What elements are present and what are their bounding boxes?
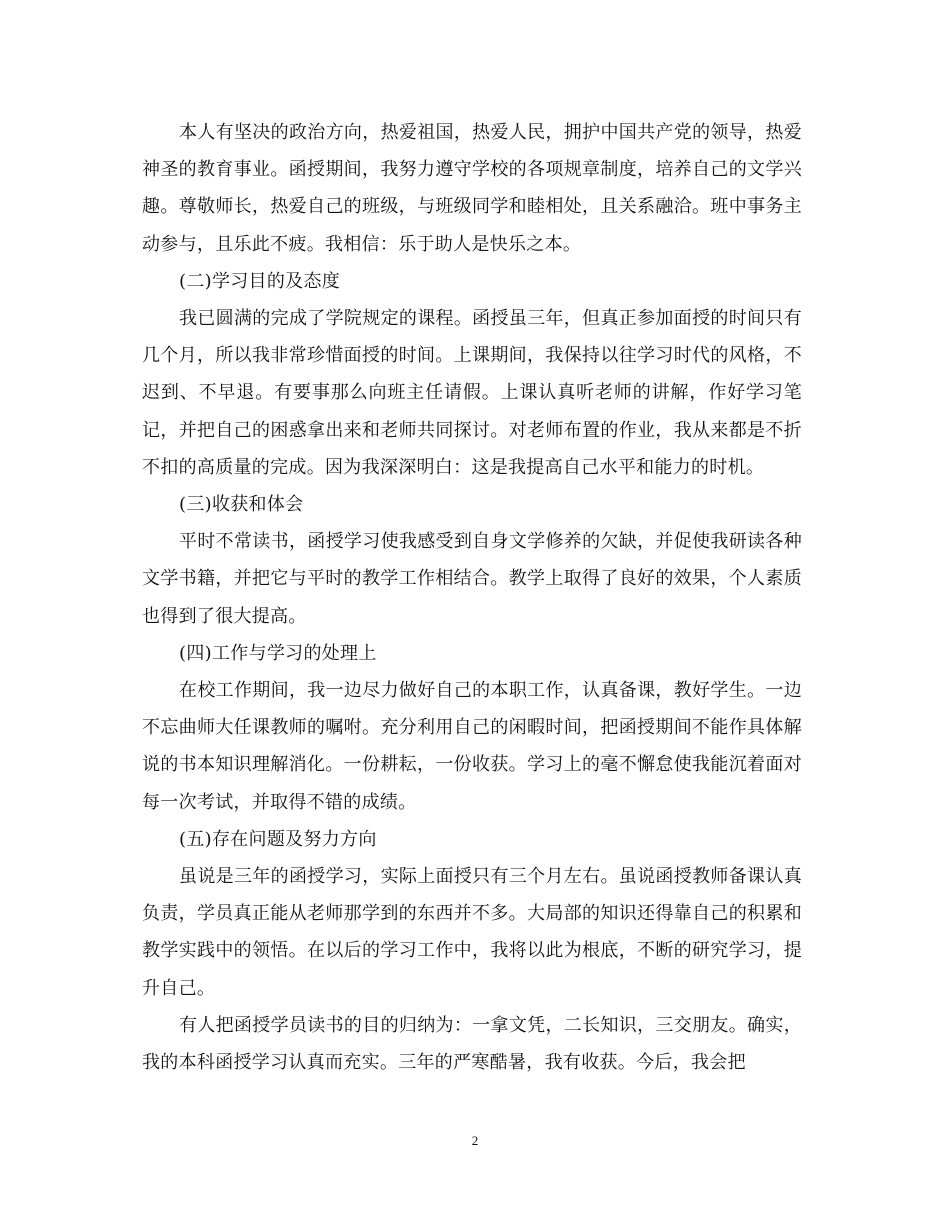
paragraph-conclusion: 有人把函授学员读书的目的归纳为：一拿文凭，二长知识，三交朋友。确实，我的本科函授学习认真而充实。三年的严寒酷暑，我有收获。今后，我会把 — [142, 1014, 802, 1074]
document-body — [142, 114, 802, 1081]
paragraph-study-attitude: 我已圆满的完成了学院规定的课程。函授虽三年，但真正参加面授的时间只有几个月，所以我非常珍惜面授的时间。上课期间，我保持以往学习时代的风格，不迟到、不早退。有要事那么向班主任请假。上课认真听老师的讲解，作好学习笔记，并把自己的困惑拿出来和老师共同探讨。对老师布置的作业，我从来都是不折不扣的高质量的完成。因为我深深明白：这是我提高自己水平和能力的时机。 — [142, 308, 802, 478]
paragraph-work-study-balance: 在校工作期间，我一边尽力做好自己的本职工作，认真备课，教好学生。一边不忘曲师大任课教师的嘱咐。充分利用自己的闲暇时间，把函授期间不能作具体解说的书本知识理解消化。一份耕耘，一份收获。学习上的毫不懈怠使我能沉着面对每一次考试，并取得不错的成绩。 — [142, 680, 802, 813]
page-number: 2 — [471, 1133, 479, 1148]
section-heading-problems: (五)存在问题及努力方向 — [179, 828, 377, 850]
section-heading-gains: (三)收获和体会 — [179, 494, 304, 516]
paragraph-gains: 平时不常读书，函授学习使我感受到自身文学修养的欠缺，并促使我研读各种文学书籍，并把它与平时的教学工作相结合。教学上取得了良好的效果，个人素质也得到了很大提高。 — [142, 531, 802, 627]
paragraph-political-stance: 本人有坚决的政治方向，热爱祖国，热爱人民，拥护中国共产党的领导，热爱神圣的教育事业。函授期间，我努力遵守学校的各项规章制度，培养自己的文学兴趣。尊敬师长，热爱自己的班级，与班级同学和睦相处，且关系融洽。班中事务主动参与，且乐此不疲。我相信：乐于助人是快乐之本。 — [142, 122, 802, 255]
section-heading-study-purpose: (二)学习目的及态度 — [179, 270, 341, 292]
paragraph-problems: 虽说是三年的函授学习，实际上面授只有三个月左右。虽说函授教师备课认真负责，学员真正能从老师那学到的东西并不多。大局部的知识还得靠自己的积累和教学实践中的领悟。在以后的学习工作中，我将以此为根底，不断的研究学习，提升自己。 — [142, 866, 802, 999]
section-heading-work-study-balance: (四)工作与学习的处理上 — [179, 642, 377, 664]
